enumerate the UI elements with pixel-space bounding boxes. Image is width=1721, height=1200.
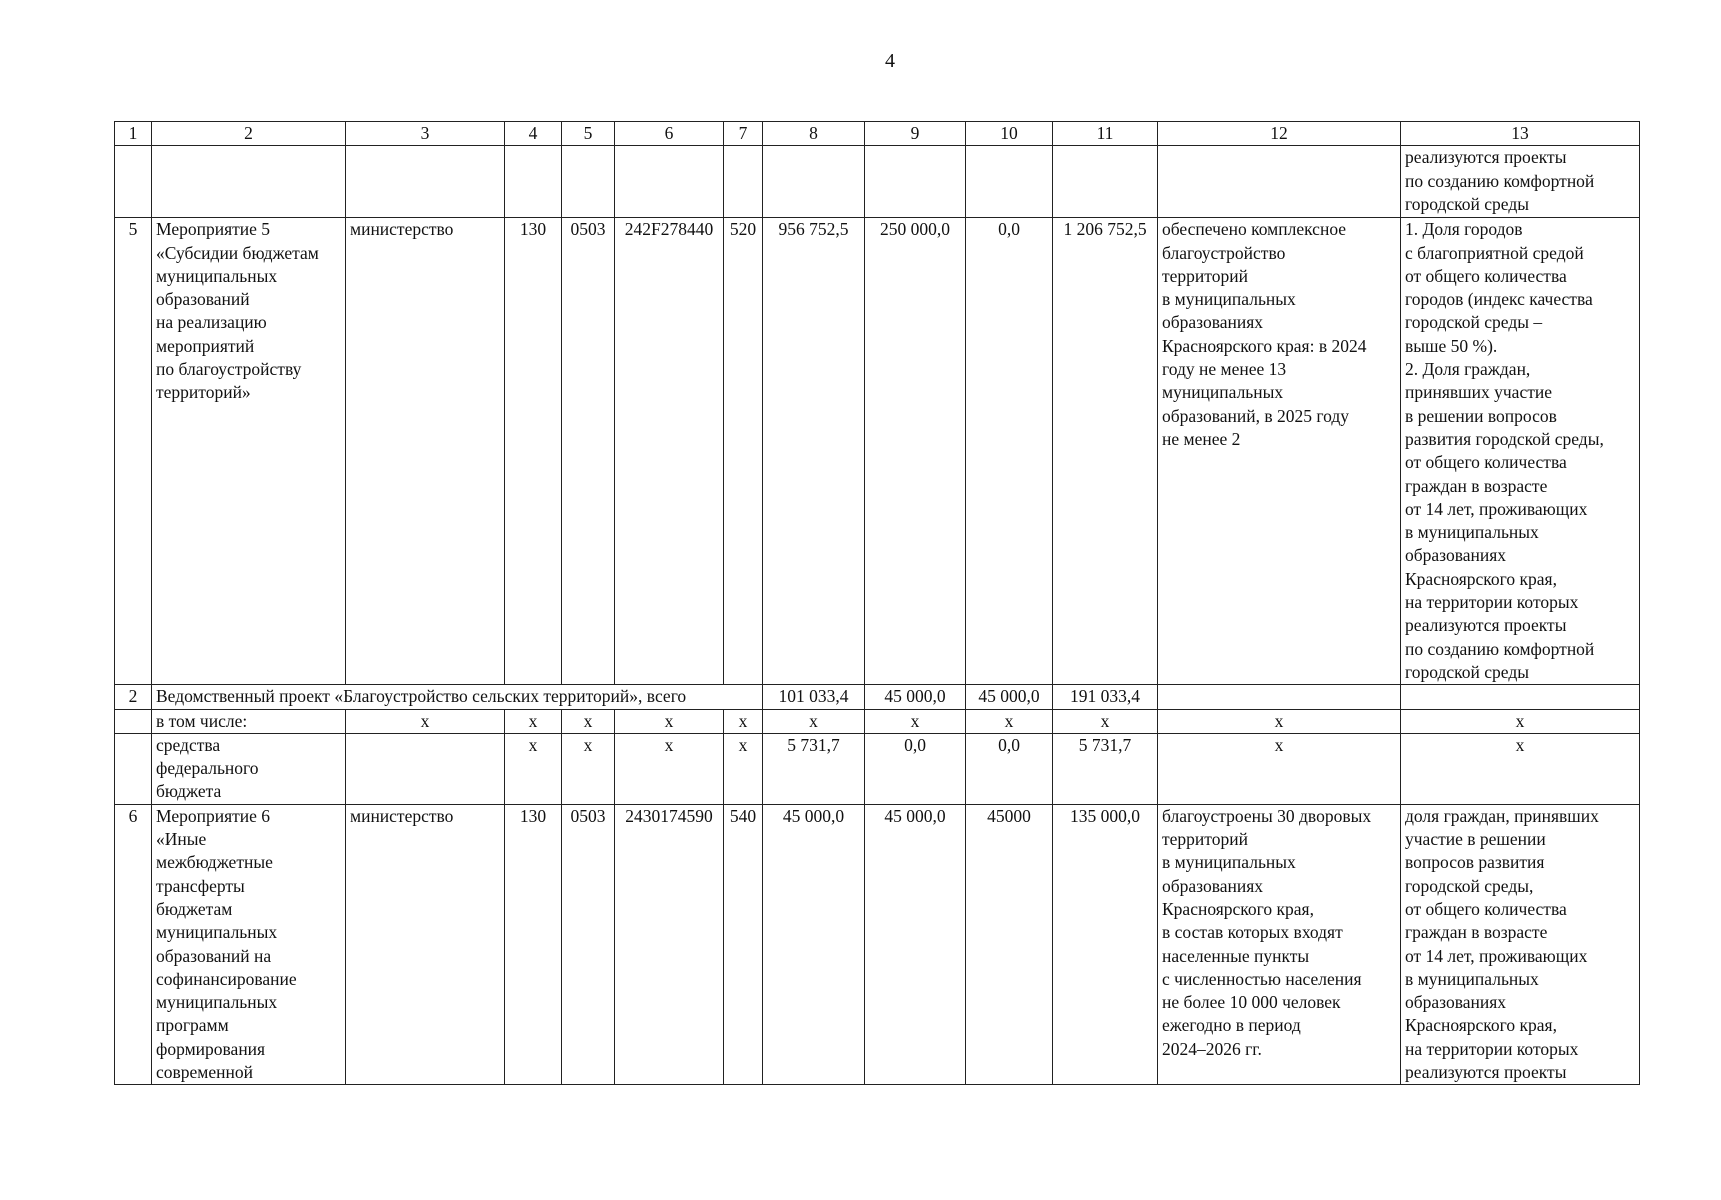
amount-2025: 45 000,0	[865, 685, 966, 709]
code-target: 2430174590	[615, 804, 724, 1085]
amount-total: 5 731,7	[1053, 733, 1158, 804]
x-mark: х	[562, 709, 615, 733]
header-cell: 3	[346, 122, 505, 146]
table-row	[115, 733, 1640, 804]
x-mark: х	[562, 733, 615, 804]
amount-2025: 45 000,0	[865, 804, 966, 1085]
expected-result: обеспечено комплексное благоустройство территорий в муниципальных образованиях Красноярского края: в 2024 году не менее 13 муниципальных образований, в 2025 году не менее 2	[1158, 218, 1401, 685]
code-grbs: 130	[505, 804, 562, 1085]
x-mark: х	[1158, 733, 1401, 804]
x-mark: х	[346, 709, 505, 733]
header-cell: 12	[1158, 122, 1401, 146]
amount-2024: 45 000,0	[763, 804, 865, 1085]
amount-2025: 250 000,0	[865, 218, 966, 685]
amount-2024: 101 033,4	[763, 685, 865, 709]
header-cell: 2	[152, 122, 346, 146]
header-cell: 10	[966, 122, 1053, 146]
table-header-row	[115, 122, 1640, 146]
x-mark: х	[1053, 709, 1158, 733]
x-mark: х	[615, 709, 724, 733]
table-row	[115, 709, 1640, 733]
code-target: 242F278440	[615, 218, 724, 685]
amount-2025: 0,0	[865, 733, 966, 804]
executor: министерство	[346, 218, 505, 685]
amount-total: 191 033,4	[1053, 685, 1158, 709]
amount-2024: 956 752,5	[763, 218, 865, 685]
x-mark: х	[615, 733, 724, 804]
table-row	[115, 146, 1640, 218]
table-row	[115, 685, 1640, 709]
amount-total: 1 206 752,5	[1053, 218, 1158, 685]
amount-total: 135 000,0	[1053, 804, 1158, 1085]
header-cell: 13	[1401, 122, 1640, 146]
code-section: 0503	[562, 218, 615, 685]
amount-2026: 45 000,0	[966, 685, 1053, 709]
indicator-cell: 1. Доля городов с благоприятной средой от общего количества городов (индекс качества городской среды – выше 50 %). 2. Доля граждан, принявших участие в решении вопросов развития городской среды, от общего количества граждан в возрасте от 14 лет, проживающих в муниципальных образованиях Красноярского края, на территории которых реализуются проекты по созданию комфортной городской среды	[1401, 218, 1640, 685]
header-cell: 11	[1053, 122, 1158, 146]
page-number: 4	[885, 50, 895, 72]
activity-name: Мероприятие 6 «Иные межбюджетные трансферты бюджетам муниципальных образований на софинансирование муниципальных программ формирования современной	[152, 804, 346, 1085]
header-cell: 1	[115, 122, 152, 146]
code-type: 540	[724, 804, 763, 1085]
x-mark: х	[1401, 733, 1640, 804]
header-cell: 7	[724, 122, 763, 146]
table-row	[115, 804, 1640, 1085]
row-number: 6	[115, 804, 152, 1085]
amount-2026: 0,0	[966, 733, 1053, 804]
amount-2024: 5 731,7	[763, 733, 865, 804]
executor: министерство	[346, 804, 505, 1085]
code-section: 0503	[562, 804, 615, 1085]
header-cell: 5	[562, 122, 615, 146]
row-label: средства федерального бюджета	[152, 733, 346, 804]
header-cell: 9	[865, 122, 966, 146]
x-mark: х	[724, 733, 763, 804]
amount-2026: 45000	[966, 804, 1053, 1085]
indicator-cell: доля граждан, принявших участие в решении вопросов развития городской среды, от общего количества граждан в возрасте от 14 лет, проживающих в муниципальных образованиях Красноярского края, на территории которых реализуются проекты	[1401, 804, 1640, 1085]
x-mark: х	[1158, 709, 1401, 733]
x-mark: х	[1401, 709, 1640, 733]
x-mark: х	[763, 709, 865, 733]
row-number: 2	[115, 685, 152, 709]
row-number: 5	[115, 218, 152, 685]
x-mark: х	[966, 709, 1053, 733]
row-label: в том числе:	[152, 709, 346, 733]
project-name: Ведомственный проект «Благоустройство сельских территорий», всего	[152, 685, 763, 709]
x-mark: х	[505, 733, 562, 804]
table-row	[115, 218, 1640, 685]
indicator-cell: реализуются проекты по созданию комфортной городской среды	[1401, 146, 1640, 218]
x-mark: х	[724, 709, 763, 733]
x-mark: х	[505, 709, 562, 733]
header-cell: 6	[615, 122, 724, 146]
code-type: 520	[724, 218, 763, 685]
header-cell: 4	[505, 122, 562, 146]
expected-result: благоустроены 30 дворовых территорий в муниципальных образованиях Красноярского края, в состав которых входят населенные пункты с численностью населения не более 10 000 человек ежегодно в период 2024–2026 гг.	[1158, 804, 1401, 1085]
x-mark: х	[865, 709, 966, 733]
program-table	[114, 121, 1640, 1085]
amount-2026: 0,0	[966, 218, 1053, 685]
activity-name: Мероприятие 5 «Субсидии бюджетам муниципальных образований на реализацию мероприятий по благоустройству территорий»	[152, 218, 346, 685]
header-cell: 8	[763, 122, 865, 146]
code-grbs: 130	[505, 218, 562, 685]
